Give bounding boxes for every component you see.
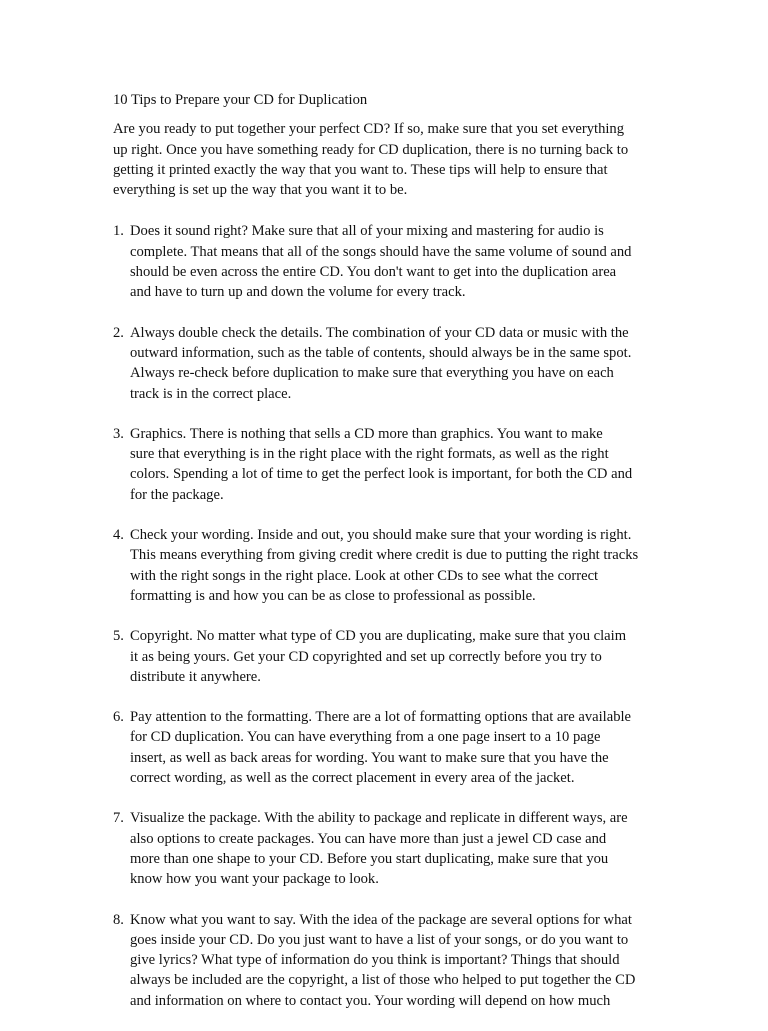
tip-item-7	[113, 808, 658, 889]
tip-line: This means everything from giving credit where credit is due to putting the right tracks	[130, 547, 639, 564]
tip-line: sure that everything is in the right place with the right formats, as well as the right	[130, 446, 609, 463]
tip-line: correct wording, as well as the correct placement in every area of the jacket.	[130, 770, 575, 787]
tip-line: and have to turn up and down the volume for every track.	[130, 284, 466, 301]
tip-line: also options to create packages. You can have more than just a jewel CD case and	[130, 830, 607, 847]
tip-line: goes inside your CD. Do you just want to have a list of your songs, or do you want to	[130, 931, 629, 948]
tips-list	[113, 221, 658, 1011]
tip-line: with the right songs in the right place. Look at other CDs to see what the correct	[130, 567, 599, 584]
tip-number: 7.	[113, 810, 124, 827]
tip-line: insert, as well as back areas for wording. You want to make sure that you have the	[130, 749, 609, 766]
tip-item-2	[113, 323, 658, 404]
tip-line: Check your wording. Inside and out, you should make sure that your wording is right.	[130, 527, 632, 544]
tip-line: distribute it anywhere.	[130, 668, 261, 685]
document-title: 10 Tips to Prepare your CD for Duplication	[113, 92, 368, 108]
tip-item-3	[113, 424, 658, 505]
tip-line: always be included are the copyright, a list of those who helped to put together the CD	[130, 972, 636, 989]
tip-line: formatting is and how you can be as close to professional as possible.	[130, 587, 536, 604]
tip-item-8	[113, 910, 658, 1011]
intro-paragraph	[113, 119, 658, 200]
tip-line: more than one shape to your CD. Before you start duplicating, make sure that you	[130, 850, 609, 867]
tip-number: 1.	[113, 223, 124, 240]
tip-line: Always re-check before duplication to make sure that everything you have on each	[130, 365, 614, 382]
tip-item-4	[113, 525, 658, 606]
tip-line: track is in the correct place.	[130, 385, 292, 402]
tip-line: and information on where to contact you. Your wording will depend on how much	[130, 992, 611, 1009]
tip-number: 2.	[113, 324, 124, 341]
intro-line: getting it printed exactly the way that you want to. These tips will help to ensure that	[113, 161, 608, 178]
intro-line: everything is set up the way that you want it to be.	[113, 182, 408, 199]
tip-line: complete. That means that all of the songs should have the same volume of sound and	[130, 243, 632, 260]
document-page	[113, 90, 658, 1031]
tip-item-1	[113, 221, 658, 302]
tip-line: give lyrics? What type of information do you think is important? Things that should	[130, 952, 620, 969]
intro-line: up right. Once you have something ready for CD duplication, there is no turning back to	[113, 141, 629, 158]
tip-line: Always double check the details. The combination of your CD data or music with the	[130, 324, 629, 341]
tip-number: 8.	[113, 911, 124, 928]
tip-line: Graphics. There is nothing that sells a CD more than graphics. You want to make	[130, 425, 603, 442]
tip-line: Does it sound right? Make sure that all of your mixing and mastering for audio is	[130, 223, 604, 240]
tip-line: know how you want your package to look.	[130, 871, 379, 888]
tip-item-6	[113, 707, 658, 788]
tip-item-5	[113, 626, 658, 687]
tip-number: 4.	[113, 527, 124, 544]
tip-number: 3.	[113, 425, 124, 442]
tip-line: Visualize the package. With the ability to package and replicate in different ways, are	[130, 810, 628, 827]
tip-line: Pay attention to the formatting. There are a lot of formatting options that are available	[130, 709, 632, 726]
tip-number: 6.	[113, 709, 124, 726]
tip-line: outward information, such as the table of contents, should always be in the same spot.	[130, 344, 632, 361]
tip-line: should be even across the entire CD. You don't want to get into the duplication area	[130, 264, 617, 281]
tip-number: 5.	[113, 628, 124, 645]
intro-line: Are you ready to put together your perfect CD? If so, make sure that you set everything	[113, 121, 625, 138]
tip-line: Know what you want to say. With the idea of the package are several options for what	[130, 911, 632, 928]
tip-line: for the package.	[130, 486, 224, 503]
tip-line: Copyright. No matter what type of CD you are duplicating, make sure that you claim	[130, 628, 627, 645]
tip-line: colors. Spending a lot of time to get the perfect look is important, for both the CD and	[130, 466, 633, 483]
tip-line: it as being yours. Get your CD copyrighted and set up correctly before you try to	[130, 648, 602, 665]
tip-line: for CD duplication. You can have everything from a one page insert to a 10 page	[130, 729, 601, 746]
